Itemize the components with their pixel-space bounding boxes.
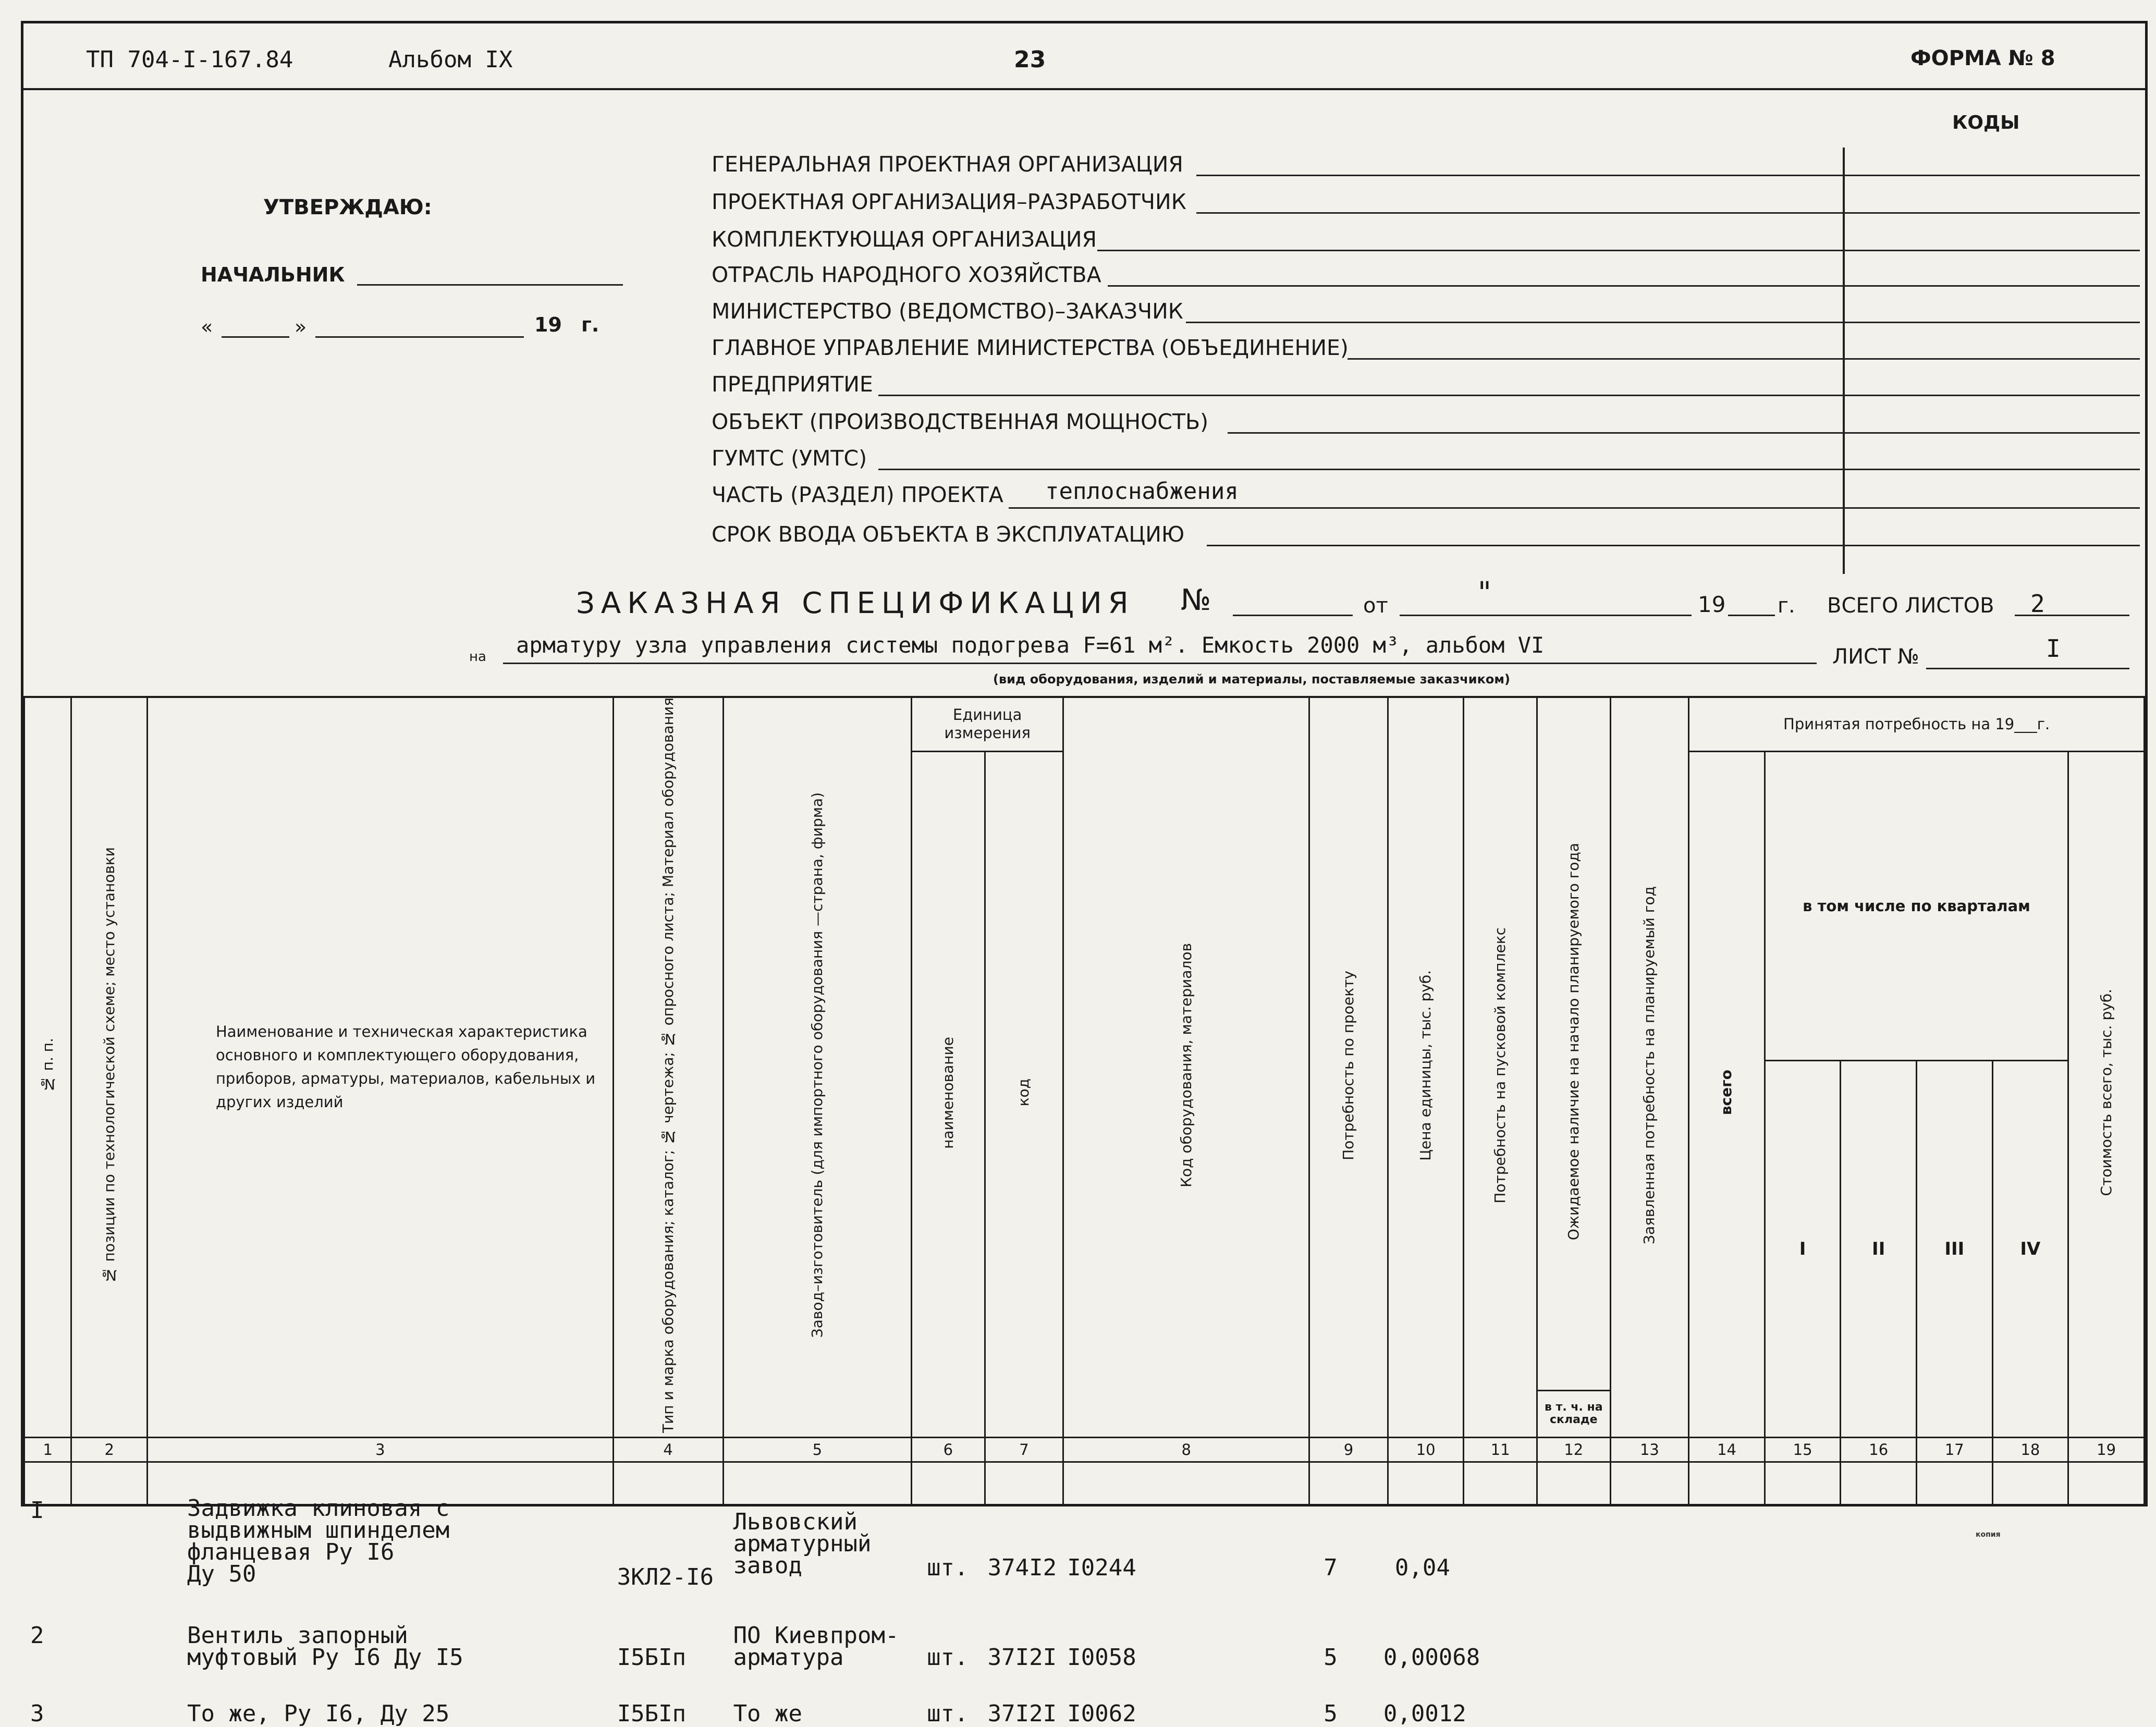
row-number: 2 <box>30 1622 44 1649</box>
col-header-no: № п. п. <box>24 697 71 1438</box>
footer-mark: копия <box>1976 1530 2001 1539</box>
spec-subject-note: (вид оборудования, изделий и материалы, поставляемые заказчиком) <box>993 672 1510 687</box>
column-number: 14 <box>1689 1437 1765 1462</box>
row-maker-line: ПО Киевпром- <box>733 1622 899 1649</box>
date-quote-close: » <box>295 315 307 338</box>
table-body <box>24 1462 2145 1505</box>
album-label: Альбом IX <box>388 46 513 73</box>
row-price: 0,04 <box>1394 1554 1450 1581</box>
row-code: I0244 <box>1067 1554 1136 1581</box>
row-qty: 5 <box>1324 1700 1338 1727</box>
col-header-need-startup: Потребность на пусковой комплекс <box>1464 697 1537 1438</box>
col-header-unit-code: код <box>985 752 1063 1438</box>
org-field-label: ЧАСТЬ (РАЗДЕЛ) ПРОЕКТА <box>712 482 1003 507</box>
col-header-cost: Стоимость всего, тыс. руб. <box>2068 752 2145 1438</box>
column-number: 17 <box>1917 1437 1993 1462</box>
row-maker-line: арматура <box>733 1644 844 1671</box>
row-maker-line: арматурный <box>733 1530 872 1557</box>
col-header-expected-stock: Ожидаемое наличие на начало планируемого года <box>1537 697 1611 1391</box>
row-unit: шт. <box>927 1644 969 1671</box>
column-number: 9 <box>1309 1437 1388 1462</box>
org-field-label: СРОК ВВОДА ОБЪЕКТА В ЭКСПЛУАТАЦИЮ <box>712 522 1185 547</box>
col-header-total: всего <box>1689 752 1765 1438</box>
spec-quote: " <box>1478 576 1491 610</box>
column-number: 1 <box>24 1437 71 1462</box>
row-name-line: фланцевая Ру I6 <box>187 1538 395 1565</box>
page-number: 23 <box>1014 46 1046 73</box>
org-field-line <box>878 395 2140 396</box>
org-field-line <box>1186 322 2140 323</box>
row-unit: шт. <box>927 1700 969 1727</box>
body-col-qty <box>1309 1462 1388 1727</box>
col-header-position: № позиции по технологической схеме; место установки <box>71 697 148 1438</box>
org-field-label: ГЛАВНОЕ УПРАВЛЕНИЕ МИНИСТЕРСТВА (ОБЪЕДИНЕНИЕ) <box>712 335 1349 360</box>
chief-signature-line <box>357 284 623 286</box>
column-number: 8 <box>1063 1437 1309 1462</box>
body-col-unit-code <box>985 1462 1063 1727</box>
column-number: 7 <box>985 1437 1063 1462</box>
body-col-type <box>613 1462 723 1727</box>
col-header-maker: Завод–изготовитель (для импортного оборудования —страна, фирма) <box>723 697 912 1438</box>
total-sheets-line <box>2015 615 2129 616</box>
date-day-line <box>222 336 289 338</box>
spec-number-label: № <box>1181 583 1211 617</box>
org-field-label: ГЕНЕРАЛЬНАЯ ПРОЕКТНАЯ ОРГАНИЗАЦИЯ <box>712 152 1183 177</box>
org-field-label: ОТРАСЛЬ НАРОДНОГО ХОЗЯЙСТВА <box>712 262 1101 287</box>
body-col-unit <box>912 1462 985 1727</box>
row-name-line: выдвижным шпинделем <box>187 1516 450 1544</box>
date-month-line <box>315 336 524 338</box>
col-header-unit-price: Цена единицы, тыс. руб. <box>1388 697 1464 1438</box>
row-price: 0,00068 <box>1383 1644 1480 1671</box>
column-number-row <box>24 1437 2145 1462</box>
body-col-price <box>1383 1462 1480 1727</box>
org-field-label: МИНИСТЕРСТВО (ВЕДОМСТВО)–ЗАКАЗЧИК <box>712 299 1183 324</box>
column-number: 13 <box>1610 1437 1689 1462</box>
date-year-prefix: 19 <box>534 313 562 336</box>
body-col-cost <box>2068 1462 2145 1505</box>
row-price: 0,0012 <box>1383 1700 1466 1727</box>
row-qty: 5 <box>1324 1644 1338 1671</box>
col-header-q3: III <box>1917 1060 1993 1437</box>
col-header-equipment-code: Код оборудования, материалов <box>1063 697 1309 1438</box>
row-name-line: Вентиль запорный <box>187 1622 408 1649</box>
col-header-unit-group: Единица измерения <box>912 697 1063 752</box>
org-field-label: КОМПЛЕКТУЮЩАЯ ОРГАНИЗАЦИЯ <box>712 227 1097 252</box>
column-number: 6 <box>912 1437 985 1462</box>
body-col-startup <box>1464 1462 1537 1505</box>
row-code: I0062 <box>1067 1700 1136 1727</box>
body-col-name <box>147 1462 613 1727</box>
org-field-line <box>1207 545 2140 546</box>
body-col-position <box>71 1462 148 1505</box>
org-field-label: ПРОЕКТНАЯ ОРГАНИЗАЦИЯ–РАЗРАБОТЧИК <box>712 189 1186 214</box>
org-field-line <box>1196 175 2140 176</box>
col-header-quarters-group: в том числе по кварталам <box>1765 752 2068 1061</box>
body-col-q2 <box>1841 1462 1917 1505</box>
project-part-value: теплоснабжения <box>1045 478 1239 505</box>
row-code: I0058 <box>1067 1644 1136 1671</box>
body-col-total <box>1689 1462 1765 1505</box>
spec-year-line <box>1728 615 1775 616</box>
col-header-accepted-group: Принятая потребность на 19___г. <box>1689 697 2145 752</box>
approve-title: УТВЕРЖДАЮ: <box>263 195 432 219</box>
column-number: 4 <box>613 1437 723 1462</box>
column-number: 18 <box>1992 1437 2068 1462</box>
total-sheets-value: 2 <box>2030 590 2045 618</box>
row-name-line: То же, Ру I6, Ду 25 <box>187 1700 450 1727</box>
spec-year-suffix: г. <box>1778 594 1795 618</box>
column-number: 10 <box>1388 1437 1464 1462</box>
column-number: 16 <box>1841 1437 1917 1462</box>
row-unit-code: 37I2I <box>987 1700 1057 1727</box>
body-col-stock <box>1537 1462 1611 1505</box>
body-col-equipment-code <box>1063 1462 1309 1727</box>
row-unit: шт. <box>927 1554 969 1581</box>
row-maker-line: завод <box>733 1552 803 1579</box>
date-quote-open: « <box>201 315 213 338</box>
body-col-q1 <box>1765 1462 1841 1505</box>
org-field-label: ГУМТС (УМТС) <box>712 446 867 471</box>
spec-date-line <box>1400 615 1692 616</box>
na-label: на <box>469 649 486 665</box>
org-field-line <box>1009 507 2140 509</box>
col-header-q2: II <box>1841 1060 1917 1437</box>
col-header-unit-name: наименование <box>912 752 985 1438</box>
spec-number-line <box>1233 615 1353 616</box>
col-header-q4: IV <box>1992 1060 2068 1437</box>
spec-year-prefix: 19 <box>1698 592 1726 617</box>
row-name-line: муфтовый Ру I6 Ду I5 <box>187 1644 463 1671</box>
row-name-line: Ду 50 <box>187 1560 256 1587</box>
col-header-stock-sub: в т. ч. на складе <box>1537 1390 1611 1437</box>
column-number: 15 <box>1765 1437 1841 1462</box>
org-field-line <box>1196 212 2140 214</box>
sheet-label: ЛИСТ № <box>1832 645 1919 669</box>
column-number: 5 <box>723 1437 912 1462</box>
body-col-maker <box>723 1462 912 1727</box>
col-header-type: Тип и марка оборудования; каталог; № чертежа; № опросного листа; Материал оборудования <box>613 697 723 1438</box>
org-field-line <box>878 469 2140 470</box>
col-header-name: Наименование и техническая характеристика основного и комплектующего оборудования, приборов, арматуры, материалов, кабельных и других изделий <box>147 697 613 1438</box>
chief-label: НАЧАЛЬНИК <box>201 263 345 286</box>
row-unit-code: 37I2I <box>987 1644 1057 1671</box>
sheet-number-line <box>1926 668 2129 669</box>
body-col-q4 <box>1992 1462 2068 1505</box>
row-qty: 7 <box>1324 1554 1338 1581</box>
org-field-line <box>1108 285 2140 287</box>
col-header-declared-need: Заявленная потребность на планируемый год <box>1610 697 1689 1438</box>
spec-from-label: от <box>1363 594 1388 618</box>
row-number: I <box>30 1497 44 1524</box>
spec-title: ЗАКАЗНАЯ СПЕЦИФИКАЦИЯ <box>576 586 1135 620</box>
org-field-label: ОБЪЕКТ (ПРОИЗВОДСТВЕННАЯ МОЩНОСТЬ) <box>712 409 1209 434</box>
row-type: I5БIп <box>617 1644 687 1671</box>
row-unit-code: 374I2 <box>987 1554 1057 1581</box>
spec-subject-line <box>503 663 1817 664</box>
row-number: 3 <box>30 1700 44 1727</box>
body-col-no <box>24 1462 71 1727</box>
total-sheets-label: ВСЕГО ЛИСТОВ <box>1827 594 1994 618</box>
column-number: 2 <box>71 1437 148 1462</box>
document-header <box>23 23 2145 90</box>
doc-code: ТП 704-I-167.84 <box>86 46 293 73</box>
column-number: 11 <box>1464 1437 1537 1462</box>
org-field-line <box>1348 358 2140 360</box>
column-number: 19 <box>2068 1437 2145 1462</box>
row-type: I5БIп <box>617 1700 687 1727</box>
spec-subject: арматуру узла управления системы подогрева F=61 м². Емкость 2000 м³, альбом VI <box>516 632 1545 658</box>
codes-label: КОДЫ <box>1952 112 2020 133</box>
row-type: ЗКЛ2-I6 <box>617 1563 714 1590</box>
sheet-number: I <box>2046 634 2061 663</box>
body-col-q3 <box>1917 1462 1993 1505</box>
column-number: 12 <box>1537 1437 1611 1462</box>
codes-column-divider <box>1843 148 1845 574</box>
org-field-line <box>1228 432 2140 434</box>
row-name-line: Задвижка клиновая с <box>187 1495 450 1522</box>
org-field-label: ПРЕДПРИЯТИЕ <box>712 372 873 397</box>
row-maker-line: То же <box>733 1700 803 1727</box>
col-header-q1: I <box>1765 1060 1841 1437</box>
col-header-need-project: Потребность по проекту <box>1309 697 1388 1438</box>
column-number: 3 <box>147 1437 613 1462</box>
body-col-declared <box>1610 1462 1689 1505</box>
org-field-line <box>1097 250 2140 251</box>
form-number: ФОРМА № 8 <box>1910 46 2055 70</box>
row-maker-line: Львовский <box>733 1508 858 1535</box>
date-year-suffix: г. <box>581 313 599 336</box>
